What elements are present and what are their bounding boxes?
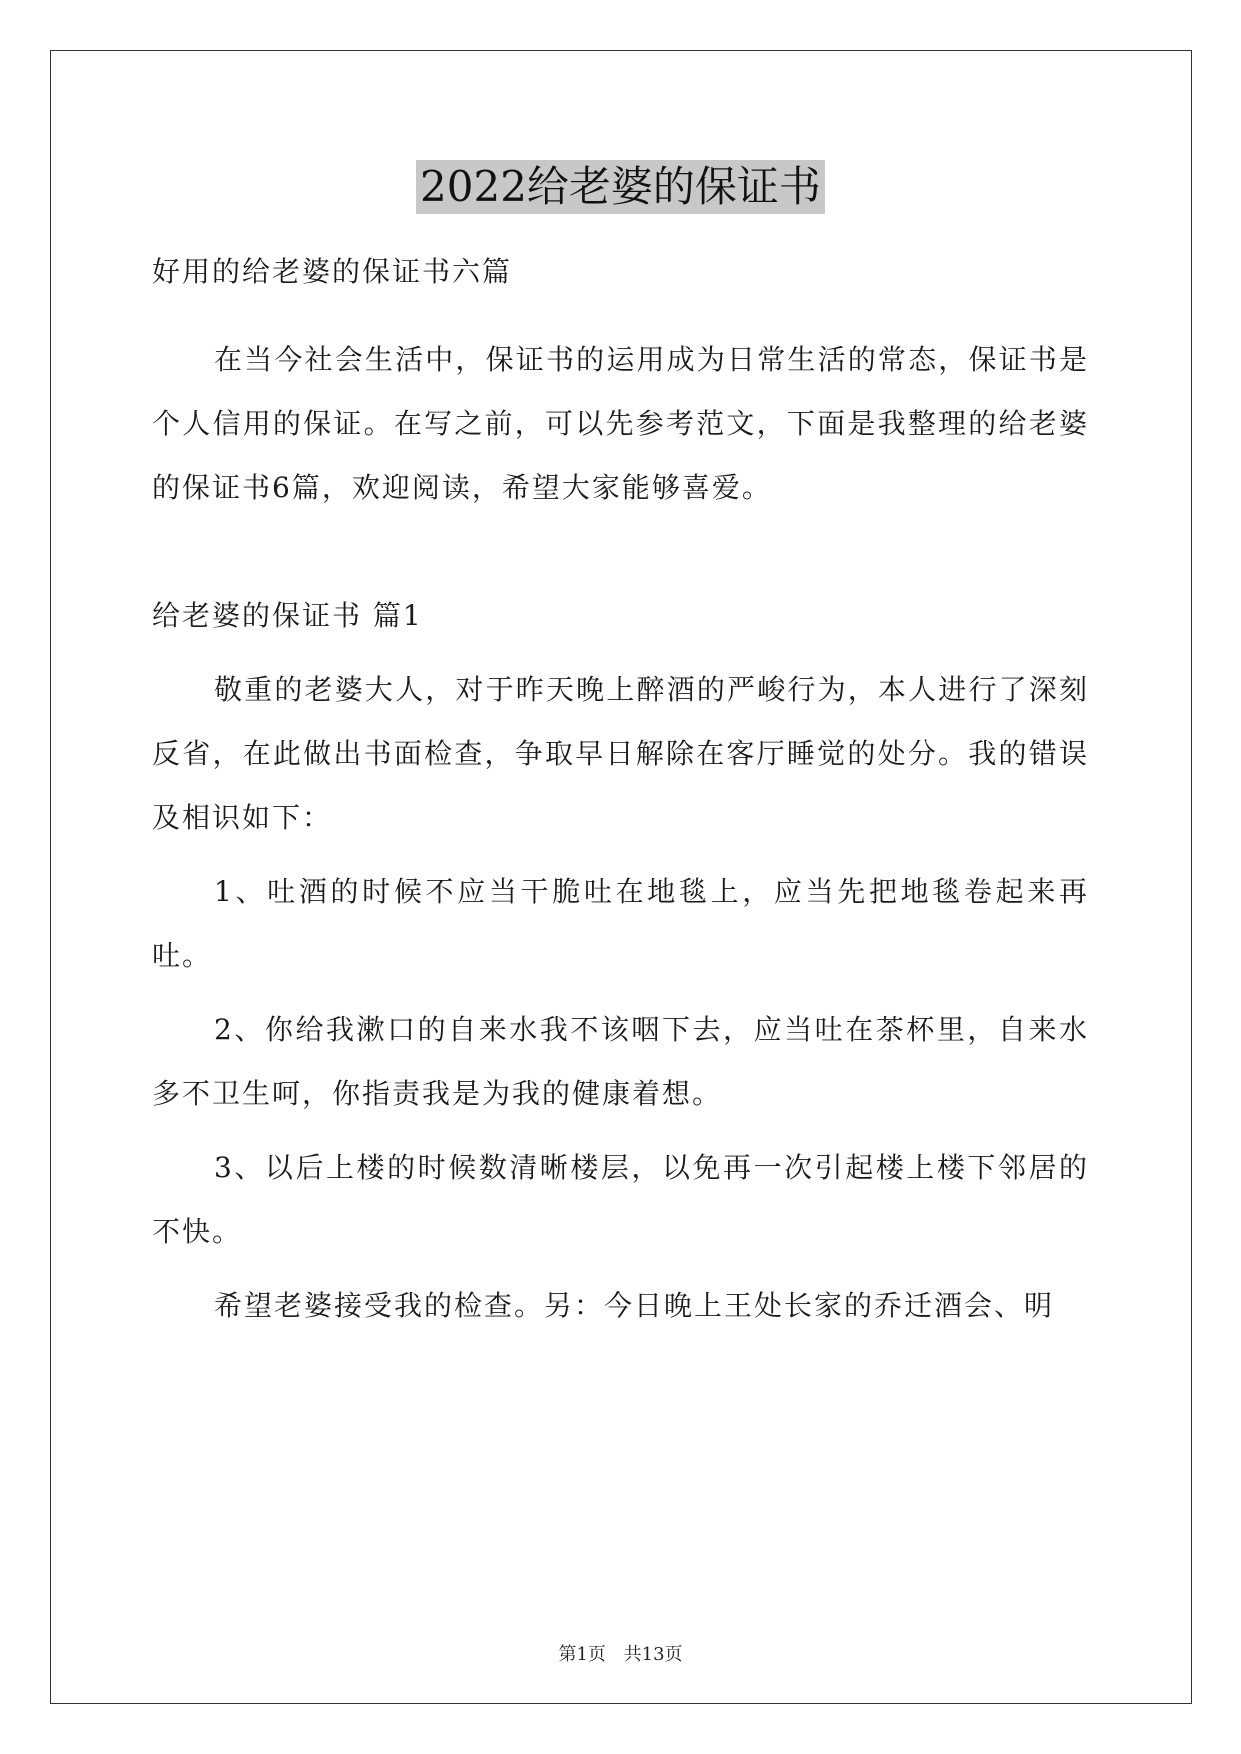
page-total: 共13页 [623, 1644, 683, 1665]
page-footer [0, 1640, 1241, 1666]
list-item-3: 3、以后上楼的时候数清晰楼层，以免再一次引起楼上楼下邻居的不快。 [152, 1151, 1089, 1248]
intro-paragraph: 在当今社会生活中，保证书的运用成为日常生活的常态，保证书是个人信用的保证。在写之前，可以先参考范文，下面是我整理的给老婆的保证书6篇，欢迎阅读，希望大家能够喜爱。 [152, 343, 1089, 504]
section-paragraph: 敬重的老婆大人，对于昨天晚上醉酒的严峻行为，本人进行了深刻反省，在此做出书面检查，争取早日解除在客厅睡觉的处分。我的错误及相识如下： [152, 673, 1089, 834]
document-title: 2022给老婆的保证书 [416, 160, 825, 214]
title-container [0, 160, 1241, 214]
closing-paragraph: 希望老婆接受我的检查。另：今日晚上王处长家的乔迁酒会、明 [214, 1289, 1055, 1322]
list-item-1: 1、吐酒的时候不应当干脆吐在地毯上，应当先把地毯卷起来再吐。 [152, 875, 1089, 972]
page-number: 第1页 [558, 1644, 606, 1665]
document-body [152, 228, 1089, 1338]
document-subtitle: 好用的给老婆的保证书六篇 [152, 255, 513, 288]
list-item-2: 2、你给我漱口的自来水我不该咽下去，应当吐在茶杯里，自来水多不卫生呵，你指责我是为我的健康着想。 [152, 1013, 1089, 1110]
section-heading: 给老婆的保证书 篇1 [152, 599, 423, 632]
